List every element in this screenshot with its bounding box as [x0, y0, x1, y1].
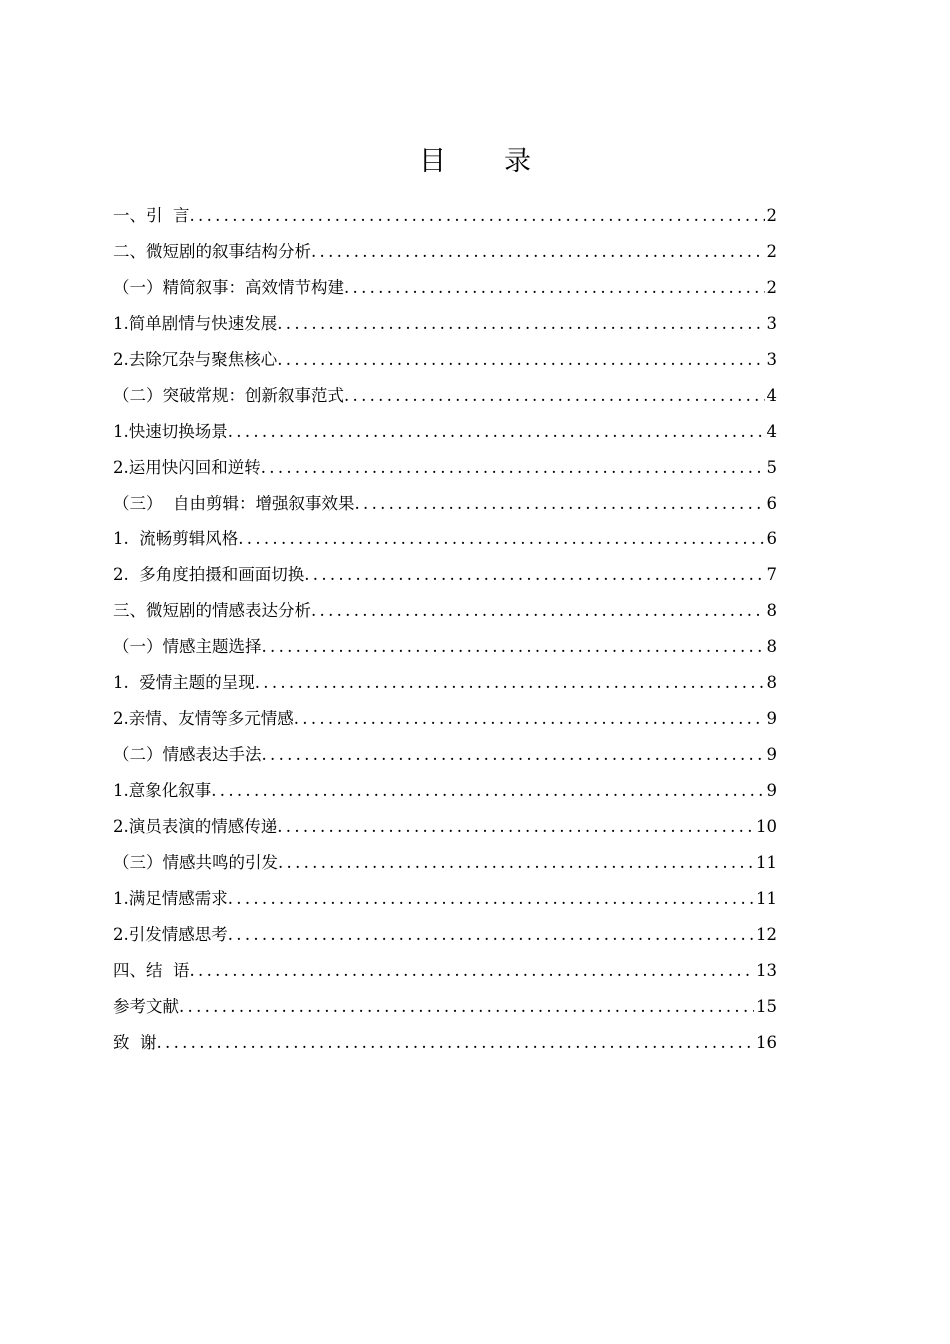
toc-leader-dots — [344, 270, 765, 306]
toc-title — [0, 142, 950, 182]
toc-entry-label: 2.演员表演的情感传递 — [113, 816, 278, 836]
toc-entry[interactable] — [113, 414, 777, 450]
toc-entry-label: 参考文献 — [113, 996, 179, 1016]
toc-entry[interactable] — [113, 521, 777, 557]
toc-leader-dots — [277, 306, 764, 342]
toc-entry-label: （三）情感共鸣的引发 — [113, 852, 278, 872]
toc-entry-page: 16 — [756, 1032, 777, 1052]
toc-entry-label: 一、引 言 — [113, 206, 190, 225]
toc-leader-dots — [179, 989, 754, 1025]
toc-entry-label: 1. 爱情主题的呈现 — [113, 673, 255, 693]
toc-leader-dots — [304, 557, 764, 593]
toc-leader-dots — [228, 917, 754, 953]
toc-entry[interactable] — [113, 450, 777, 486]
toc-entry[interactable] — [113, 234, 777, 270]
toc-entry-page: 4 — [766, 385, 777, 405]
toc-entry-page: 15 — [756, 996, 777, 1016]
toc-entry[interactable] — [113, 198, 777, 234]
toc-leader-dots — [238, 521, 764, 557]
toc-entry-label: （二）情感表达手法 — [113, 745, 262, 765]
toc-entry[interactable] — [113, 1025, 777, 1061]
toc-leader-dots — [255, 665, 765, 701]
toc-entry-label: 2.去除冗杂与聚焦核心 — [113, 349, 278, 369]
toc-entry-label: 致 谢 — [113, 1032, 157, 1052]
toc-entry-page: 8 — [766, 637, 777, 657]
toc-entry-label: 2.亲情、友情等多元情感 — [113, 709, 294, 729]
toc-entry-page: 9 — [766, 781, 777, 800]
toc-title-char-2: 录 — [504, 146, 531, 177]
toc-entry-label: 2.引发情感思考 — [113, 924, 228, 944]
toc-entry[interactable] — [113, 665, 777, 701]
toc-entry-page: 8 — [766, 673, 777, 693]
toc-entry[interactable] — [113, 917, 777, 953]
toc-entry-label: （二）突破常规：创新叙事范式 — [113, 385, 344, 405]
toc-leader-dots — [157, 1025, 755, 1061]
toc-entry-page: 2 — [766, 277, 777, 297]
toc-entry-page: 5 — [766, 457, 777, 477]
toc-entry-label: 1.简单剧情与快速发展 — [113, 313, 278, 333]
toc-list — [113, 198, 777, 1061]
toc-entry[interactable] — [113, 773, 777, 809]
toc-title-char-1: 目 — [419, 146, 446, 177]
toc-entry-page: 3 — [766, 313, 777, 333]
toc-entry[interactable] — [113, 737, 777, 773]
toc-entry[interactable] — [113, 593, 777, 629]
toc-leader-dots — [228, 881, 754, 917]
toc-entry-page: 11 — [756, 852, 777, 872]
toc-entry[interactable] — [113, 270, 777, 306]
toc-entry-page: 6 — [766, 493, 777, 513]
toc-entry-label: 1. 流畅剪辑风格 — [113, 529, 239, 549]
toc-entry-label: （三） 自由剪辑：增强叙事效果 — [113, 493, 355, 513]
toc-leader-dots — [262, 629, 765, 665]
toc-entry-page: 9 — [766, 745, 777, 765]
toc-leader-dots — [261, 450, 765, 486]
toc-leader-dots — [344, 378, 765, 414]
toc-entry[interactable] — [113, 845, 777, 881]
toc-leader-dots — [277, 342, 764, 378]
toc-entry-page: 6 — [766, 529, 777, 549]
toc-entry-label: （一）情感主题选择 — [113, 637, 262, 657]
toc-leader-dots — [311, 234, 765, 270]
toc-leader-dots — [355, 486, 765, 522]
toc-entry-page: 10 — [756, 816, 777, 836]
toc-entry[interactable] — [113, 881, 777, 917]
toc-entry[interactable] — [113, 342, 777, 378]
toc-entry-page: 2 — [766, 206, 777, 225]
toc-entry[interactable] — [113, 378, 777, 414]
toc-leader-dots — [228, 414, 765, 450]
toc-entry-label: 2.运用快闪回和逆转 — [113, 457, 261, 477]
toc-entry-label: （一）精简叙事：高效情节构建 — [113, 277, 344, 297]
toc-entry-page: 7 — [766, 565, 777, 585]
toc-entry[interactable] — [113, 989, 777, 1025]
toc-entry-label: 2. 多角度拍摄和画面切换 — [113, 565, 305, 585]
toc-entry[interactable] — [113, 953, 777, 989]
toc-entry[interactable] — [113, 306, 777, 342]
toc-entry-page: 12 — [756, 924, 777, 944]
toc-entry-page: 13 — [756, 960, 777, 980]
toc-entry-label: 1.满足情感需求 — [113, 888, 228, 908]
toc-entry[interactable] — [113, 629, 777, 665]
toc-entry-label: 三、微短剧的情感表达分析 — [113, 601, 311, 621]
toc-leader-dots — [190, 953, 755, 989]
toc-entry[interactable] — [113, 809, 777, 845]
toc-entry-label: 1.意象化叙事 — [113, 781, 212, 800]
toc-entry[interactable] — [113, 486, 777, 522]
toc-entry-page: 11 — [756, 888, 777, 908]
toc-entry-page: 2 — [766, 241, 777, 261]
toc-leader-dots — [262, 737, 765, 773]
toc-entry-page: 9 — [766, 709, 777, 729]
toc-entry-page: 4 — [766, 421, 777, 441]
toc-leader-dots — [277, 809, 754, 845]
toc-entry-label: 1.快速切换场景 — [113, 421, 228, 441]
toc-leader-dots — [294, 701, 765, 737]
toc-leader-dots — [211, 773, 764, 809]
toc-entry-label: 四、结 语 — [113, 960, 190, 980]
toc-entry[interactable] — [113, 701, 777, 737]
toc-leader-dots — [311, 593, 765, 629]
toc-entry-label: 二、微短剧的叙事结构分析 — [113, 241, 311, 261]
toc-leader-dots — [278, 845, 754, 881]
toc-entry-page: 3 — [766, 349, 777, 369]
toc-entry[interactable] — [113, 557, 777, 593]
toc-leader-dots — [190, 198, 765, 234]
toc-entry-page: 8 — [766, 601, 777, 621]
